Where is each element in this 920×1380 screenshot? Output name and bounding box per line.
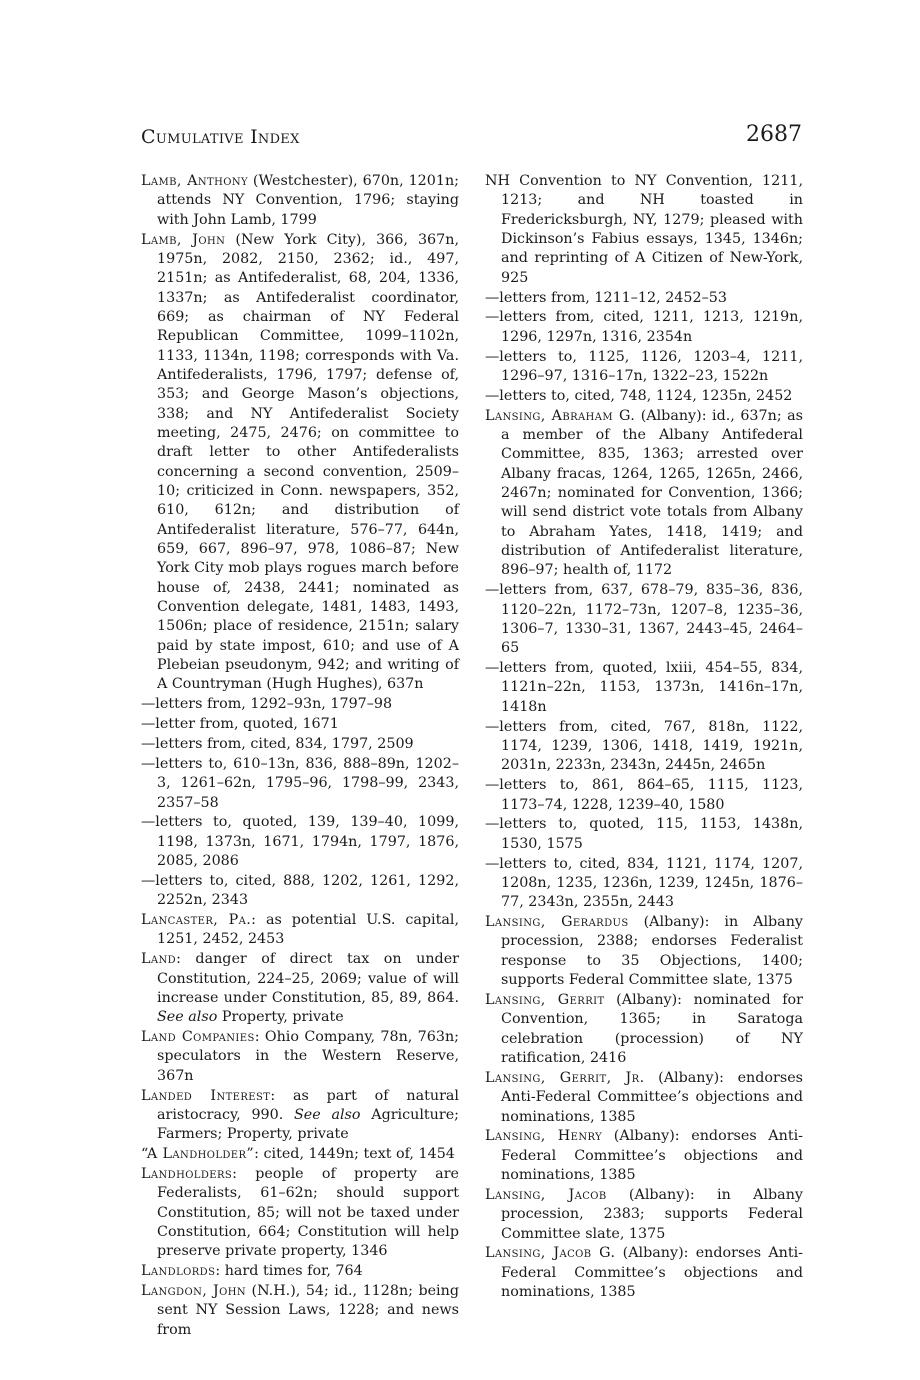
see-also-target: Property, private	[221, 1009, 344, 1026]
index-text: : as potential U.S. capital, 1251, 2452, 2453	[157, 912, 459, 948]
index-entry	[141, 172, 459, 230]
index-heading: Lansing, Henry	[485, 1128, 603, 1145]
index-heading: Lansing, Abraham G.	[485, 407, 636, 424]
index-text: (N.H.), 54; id., 1128n; being sent NY Session Laws, 1228; and news from	[157, 1283, 459, 1338]
index-entry	[485, 407, 803, 581]
index-subentry	[485, 348, 803, 387]
index-entry	[485, 913, 803, 990]
index-entry	[485, 1069, 803, 1127]
index-entry	[141, 1262, 459, 1281]
index-entry	[141, 1282, 459, 1340]
page-number: 2687	[746, 122, 802, 147]
index-heading: Langdon, John	[141, 1283, 247, 1300]
index-heading: Lansing, Gerardus	[485, 914, 629, 931]
index-column-left	[141, 172, 459, 1341]
index-entry	[141, 231, 459, 695]
index-heading: “A Landholder”	[141, 1146, 255, 1163]
index-text: —letters from, cited, 1211, 1213, 1219n, 1296, 1297n, 1316, 2354n	[485, 309, 803, 345]
index-text: : people of property are Federalists, 61–62n; should support Constitution, 85; will not be taxed under Constitution, 664; Constitution will help preserve private property, 1346	[157, 1166, 459, 1260]
index-entry	[485, 1244, 803, 1302]
index-text: (Albany): in Albany procession, 2383; supports Federal Committee slate, 1375	[501, 1186, 803, 1242]
running-head	[141, 122, 802, 152]
index-text: —letter from, quoted, 1671	[141, 716, 339, 733]
index-heading: Landlords	[141, 1263, 216, 1280]
index-text: : danger of direct tax on under Constitution, 224–25, 2069; value of will increase under Constitution, 85, 89, 864.	[157, 951, 459, 1006]
index-subentry	[485, 855, 803, 913]
index-entry	[141, 950, 459, 1027]
see-also-reference: See also	[294, 1107, 361, 1123]
index-column-right	[485, 172, 803, 1303]
index-entry	[485, 1186, 803, 1244]
index-text: (Albany): endorses Anti-Federal Committee’s objections and nominations, 1385	[501, 1245, 804, 1301]
index-entry	[141, 1165, 459, 1262]
index-heading: Lamb, John	[141, 231, 226, 248]
index-text: —letters to, 861, 864–65, 1115, 1123, 1173–74, 1228, 1239–40, 1580	[485, 777, 803, 813]
index-text: (New York City), 366, 367n, 1975n, 2082, 2150, 2362; id., 497, 2151n; as Antifederalist, 68, 204, 1336, 1337n; as Antifederalist coordinator, 669; as chairman of NY Federal Republican Committee, 1099–1102n, 1133, 1134n, 1198; corresponds with Va. Antifederalists, 1796, 1797; defense of, 353; and George Mason’s objections, 338; and NY Antifederalist Society meeting, 2475, 2476; on committee to draft letter to other Antifederalists concerning a second convention, 2509–10; criticized in Conn. newspapers, 352, 610, 612n; and distribution of Antifederalist literature, 576–77, 644n, 659, 667, 896–97, 978, 1086–87; New York City mob plays rogues march before house of, 2438, 2441; nominated as Convention delegate, 1481, 1483, 1493, 1506n; place of residence, 2151n; salary paid by state impost, 610; and use of A Plebeian pseudonym, 942; and writing of A Countryman (Hugh Hughes), 637n	[157, 231, 460, 693]
index-entry	[141, 1087, 459, 1145]
index-text: (Albany): nominated for Convention, 1365; in Saratoga celebration (procession) of NY ratification, 2416	[501, 991, 803, 1066]
index-entry	[485, 1127, 803, 1185]
index-text: —letters to, cited, 748, 1124, 1235n, 2452	[485, 387, 793, 404]
index-subentry	[141, 695, 459, 714]
index-heading: Lansing, Jacob	[485, 1186, 607, 1203]
see-also-reference: See also	[157, 1009, 218, 1026]
index-subentry	[485, 776, 803, 815]
index-text: —letters from, quoted, lxiii, 454–55, 834, 1121n–22n, 1153, 1373n, 1416n–17n, 1418n	[485, 660, 803, 715]
index-text: —letters to, quoted, 115, 1153, 1438n, 1530, 1575	[485, 816, 803, 852]
index-text: (Albany): endorses Anti-Federal Committee’s objections and nominations, 1385	[501, 1069, 803, 1125]
index-entry	[141, 1145, 459, 1164]
index-text: —letters to, cited, 888, 1202, 1261, 1292, 2252n, 2343	[141, 872, 459, 909]
index-heading: Land	[141, 951, 177, 968]
index-subentry	[485, 581, 803, 658]
index-heading: Lamb, Anthony	[141, 173, 248, 189]
index-subentry	[485, 289, 803, 308]
index-text: : Ohio Company, 78n, 763n; speculators in the Western Reserve, 367n	[157, 1029, 459, 1084]
index-subentry	[141, 735, 459, 754]
index-entry	[485, 991, 803, 1068]
index-heading: Land Companies	[141, 1029, 255, 1046]
index-subentry	[485, 308, 803, 347]
index-heading: Landholders	[141, 1166, 233, 1183]
index-heading: Landed Interest	[141, 1087, 271, 1104]
index-subentry	[141, 872, 459, 911]
running-head-title: Cumulative Index	[141, 126, 300, 148]
index-heading: Lancaster, Pa.	[141, 912, 252, 929]
see-also-target: Agriculture; Farmers; Property, private	[157, 1107, 459, 1143]
index-text: : cited, 1449n; text of, 1454	[254, 1146, 455, 1163]
index-entry	[141, 1028, 459, 1086]
index-heading: Lansing, Gerrit	[485, 991, 605, 1008]
index-subentry	[485, 718, 803, 776]
index-text: : as part of natural aristocracy, 990.	[157, 1087, 460, 1123]
index-subentry	[485, 387, 803, 406]
index-text: —letters to, 610–13n, 836, 888–89n, 1202–3, 1261–62n, 1795–96, 1798–99, 2343, 2357–58	[141, 755, 459, 811]
index-text: (Albany): id., 637n; as a member of the Albany Antifederal Committee, 835, 1363; arrested over Albany fracas, 1264, 1265, 1265n, 2466, 2467n; nominated for Convention, 1366; will send district vote totals from Albany to Abraham Yates, 1418, 1419; and distribution of Antifederalist literature, 896–97; health of, 1172	[501, 407, 803, 579]
index-heading: Lansing, Gerrit, Jr.	[485, 1069, 645, 1086]
index-text: —letters to, quoted, 139, 139–40, 1099, 1198, 1373n, 1671, 1794n, 1797, 1876, 2085, 2086	[141, 814, 459, 870]
index-subentry	[485, 659, 803, 717]
index-text: —letters from, cited, 767, 818n, 1122, 1174, 1239, 1306, 1418, 1419, 1921n, 2031n, 2233n, 2343n, 2445n, 2465n	[485, 718, 803, 774]
index-subentry	[485, 172, 803, 288]
index-text: —letters from, cited, 834, 1797, 2509	[141, 735, 414, 752]
index-subentry	[141, 755, 459, 813]
index-text: (Albany): endorses Anti-Federal Committee’s objections and nominations, 1385	[501, 1128, 803, 1184]
index-text: —letters to, 1125, 1126, 1203–4, 1211, 1296–97, 1316–17n, 1322–23, 1522n	[485, 348, 803, 384]
index-text: (Albany): in Albany procession, 2388; endorses Federalist response to 35 Objections, 1400; supports Federal Committee slate, 1375	[501, 914, 803, 989]
index-text: (Westchester), 670n, 1201n; attends NY Convention, 1796; staying with John Lamb, 1799	[157, 173, 459, 228]
index-text: —letters from, 1211–12, 2452–53	[485, 289, 727, 306]
index-entry	[141, 911, 459, 950]
index-text: —letters from, 1292–93n, 1797–98	[141, 696, 393, 713]
index-text: : hard times for, 764	[215, 1263, 363, 1280]
index-text: —letters to, cited, 834, 1121, 1174, 1207, 1208n, 1235, 1236n, 1239, 1245n, 1876–77, 2343n, 2355n, 2443	[485, 855, 803, 911]
index-subentry	[141, 813, 459, 871]
index-subentry	[141, 715, 459, 734]
index-subentry	[485, 815, 803, 854]
index-text: —letters from, 637, 678–79, 835–36, 836, 1120–22n, 1172–73n, 1207–8, 1235–36, 1306–7, 1330–31, 1367, 2443–45, 2464–65	[485, 582, 803, 657]
index-text: NH Convention to NY Convention, 1211, 1213; and NH toasted in Fredericksburgh, NY, 1279; pleased with Dickinson’s Fabius essays, 1345, 1346n; and reprinting of A Citizen of New-York, 925	[485, 173, 803, 286]
index-heading: Lansing, Jacob G.	[485, 1245, 616, 1262]
